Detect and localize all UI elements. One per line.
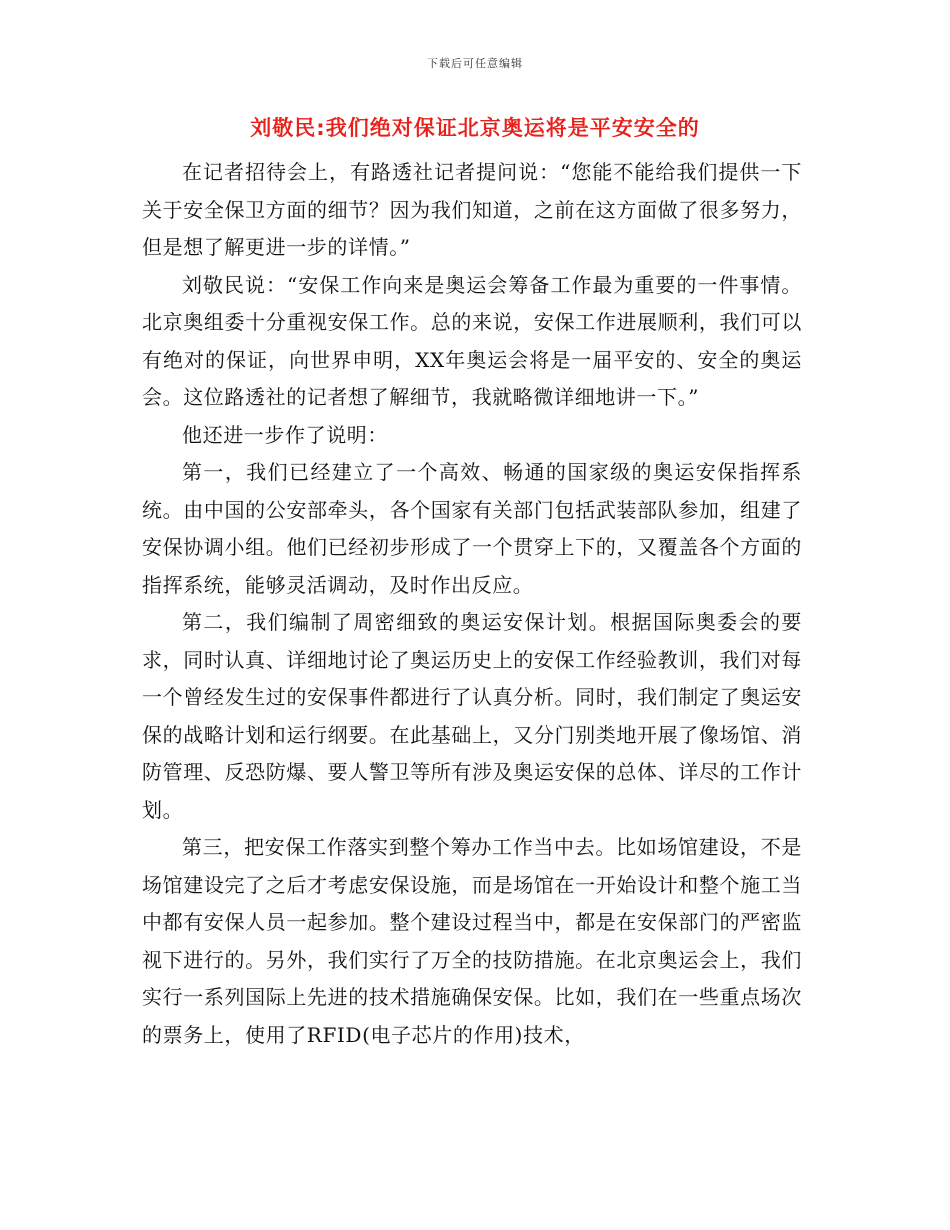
paragraph-3: 他还进一步作了说明： [182,422,388,447]
header-note: 下载后可任意编辑 [427,57,523,70]
paragraph-5: 第二，我们编制了周密细致的奥运安保计划。根据国际奥委会的要求，同时认真、详细地讨论了奥运历史上的安保工作经验教训，我们对每一个曾经发生过的安保事件都进行了认真分析。同时，我们制定了奥运安保的战略计划和运行纲要。在此基础上，又分门别类地开展了像场馆、消防管理、反恐防爆、要人警卫等所有涉及奥运安保的总体、详尽的工作计划。 [142,610,802,822]
paragraph-4: 第一，我们已经建立了一个高效、畅通的国家级的奥运安保指挥系统。由中国的公安部牵头，各个国家有关部门包括武装部队参加，组建了安保协调小组。他们已经初步形成了一个贯穿上下的，又覆盖各个方面的指挥系统，能够灵活调动，及时作出反应。 [142,460,802,597]
article-title: 刘敬民:我们绝对保证北京奥运将是平安安全的 [250,116,700,140]
article-body [142,154,802,1054]
paragraph-1: 在记者招待会上，有路透社记者提问说：“您能不能给我们提供一下关于安全保卫方面的细节？因为我们知道，之前在这方面做了很多努力，但是想了解更进一步的详情。” [142,160,802,259]
paragraph-6: 第三，把安保工作落实到整个筹办工作当中去。比如场馆建设，不是场馆建设完了之后才考虑安保设施，而是场馆在一开始设计和整个施工当中都有安保人员一起参加。整个建设过程当中，都是在安保部门的严密监视下进行的。另外，我们实行了万全的技防措施。在北京奥运会上，我们实行一系列国际上先进的技术措施确保安保。比如，我们在一些重点场次的票务上，使用了RFID(电子芯片的作用)技术， [142,835,802,1047]
paragraph-2: 刘敬民说：“安保工作向来是奥运会筹备工作最为重要的一件事情。北京奥组委十分重视安保工作。总的来说，安保工作进展顺利，我们可以有绝对的保证，向世界申明，XX年奥运会将是一届平安的、安全的奥运会。这位路透社的记者想了解细节，我就略微详细地讲一下。” [142,272,802,409]
